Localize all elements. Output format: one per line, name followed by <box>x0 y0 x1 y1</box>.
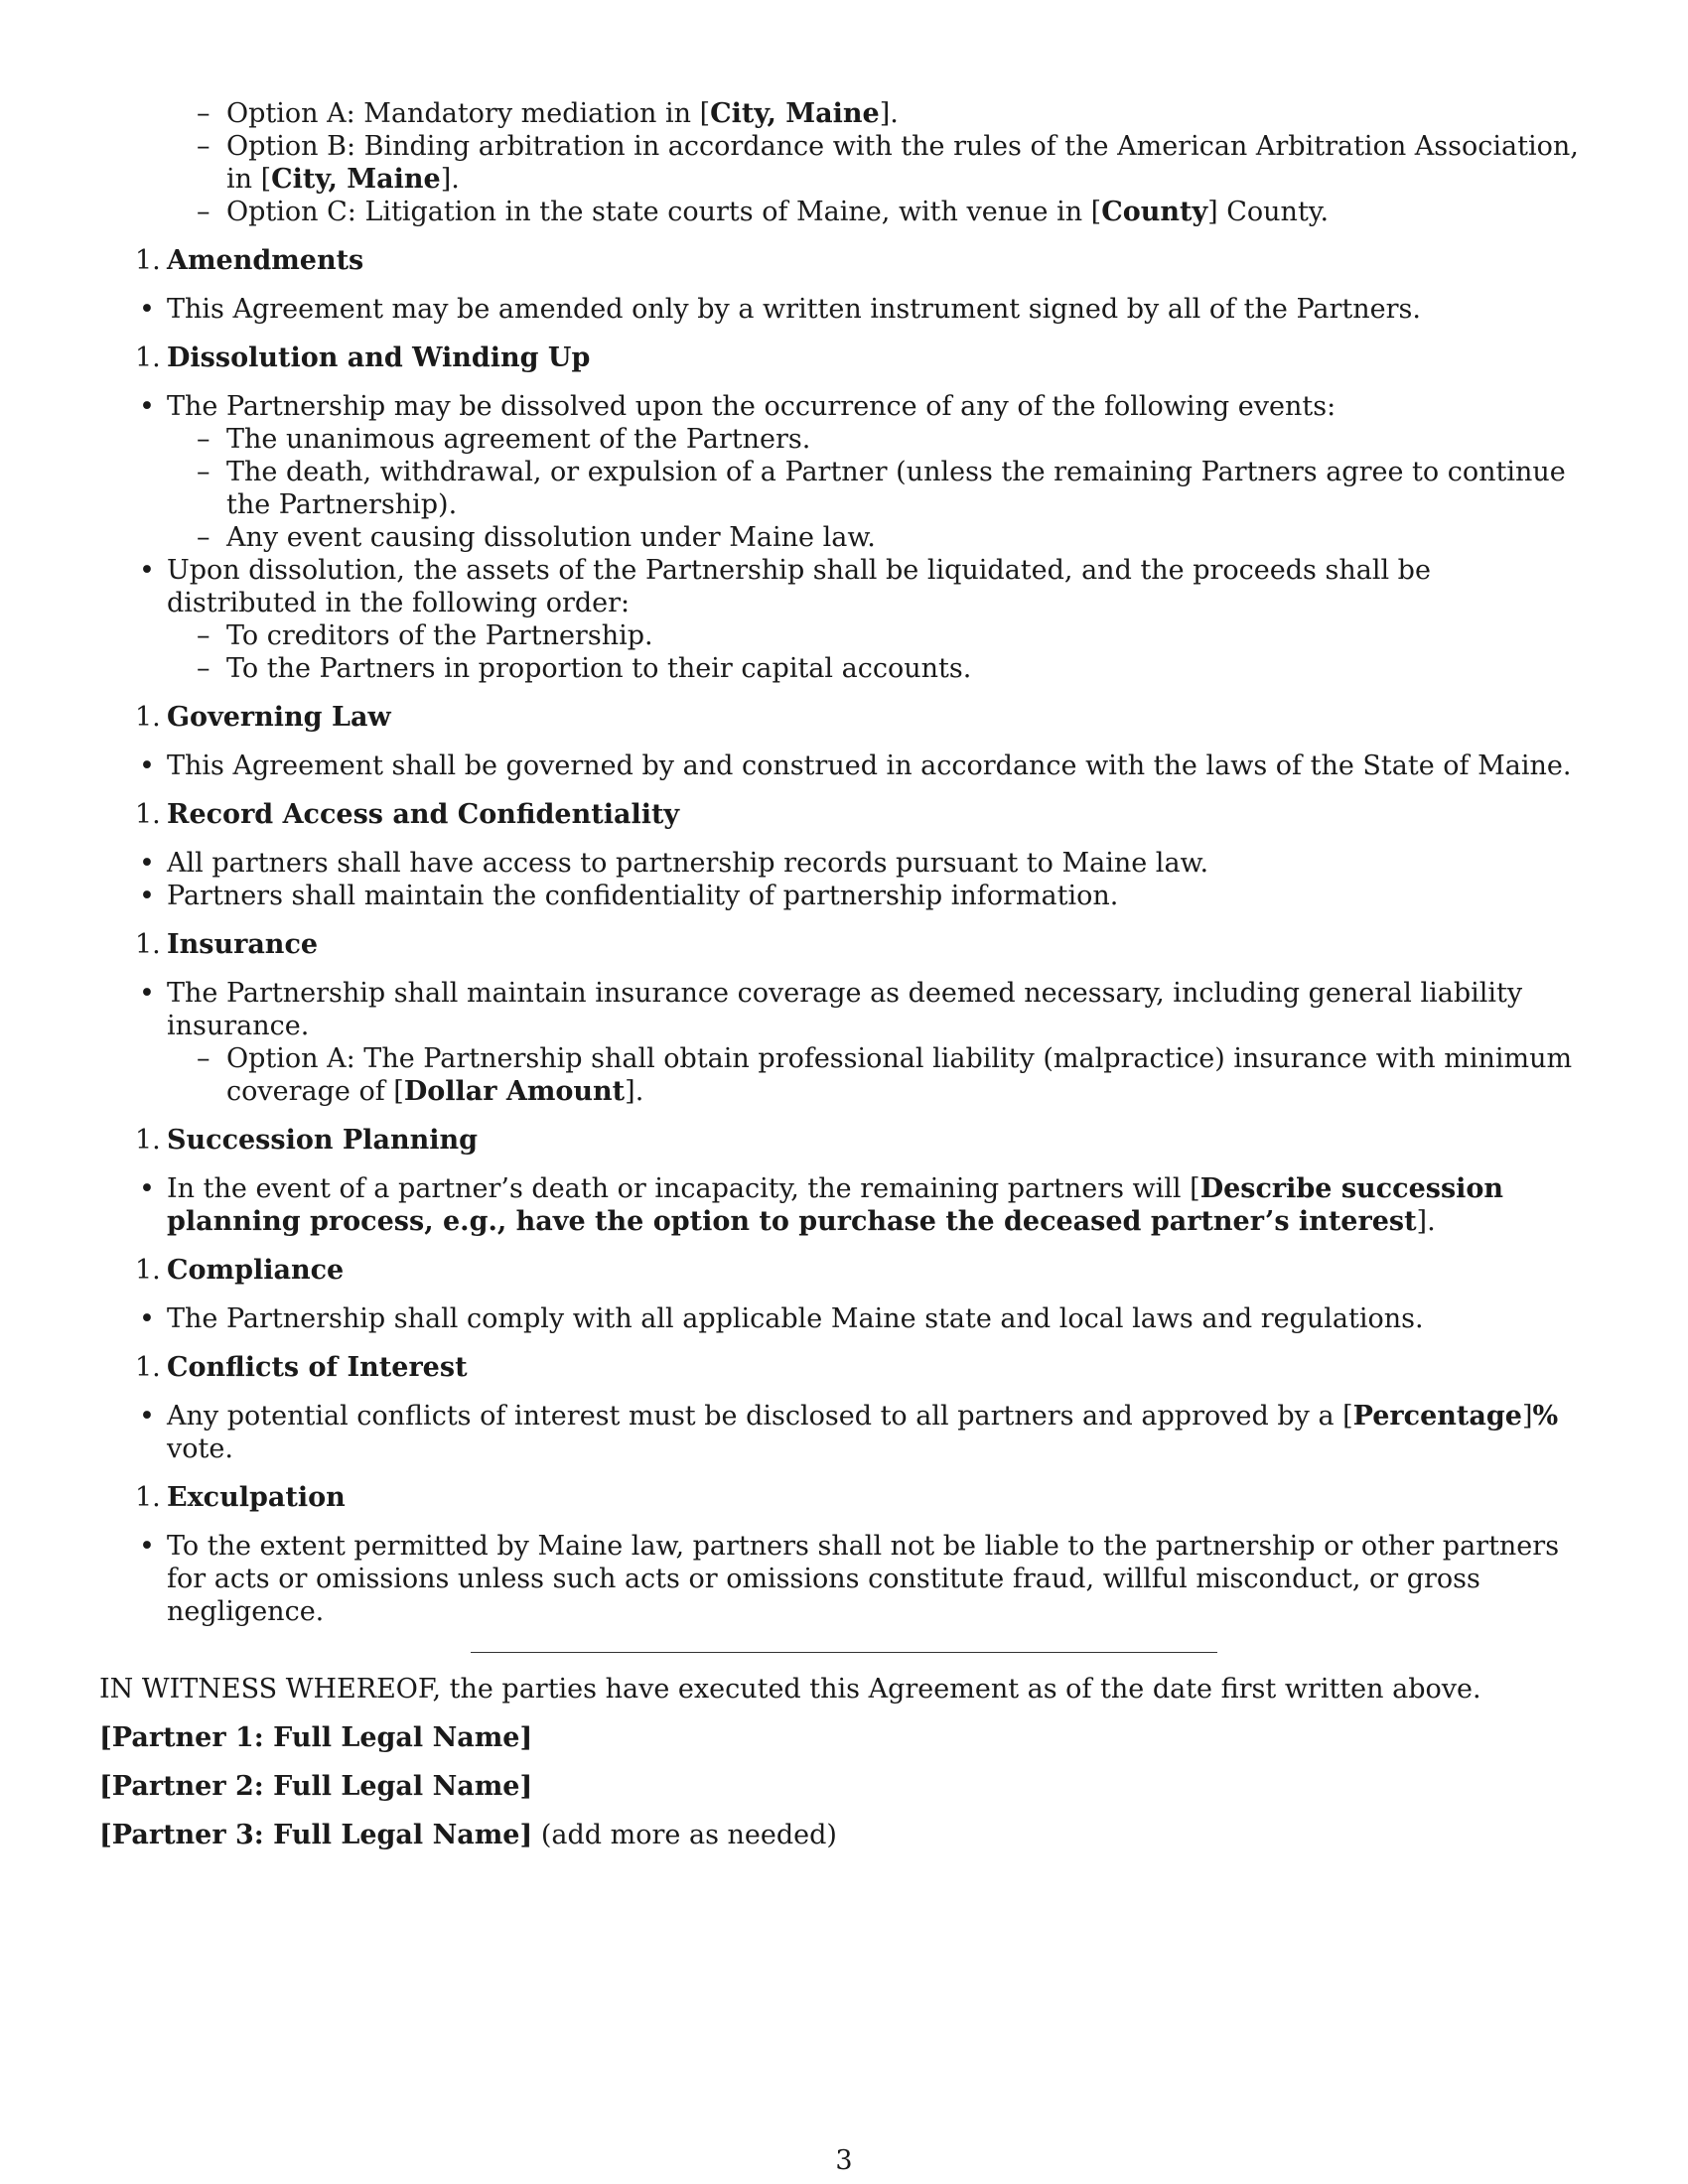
document-body <box>99 97 1589 1867</box>
conflicts-list <box>99 1400 1589 1465</box>
list-item: – Any event causing dissolution under Maine law. <box>197 522 876 553</box>
section-heading-exculpation: 1. Exculpation <box>135 1482 346 1513</box>
horizontal-divider <box>471 1652 1217 1653</box>
section-heading-governing-law: 1. Governing Law <box>135 702 391 733</box>
dispute-option-b: – Option B: Binding arbitration in accordance with the rules of the American Arbitration Association, in [City, Maine]. <box>197 131 1579 195</box>
list-item: • All partners shall have access to partnership records pursuant to Maine law. <box>139 848 1209 879</box>
distribution-order-list <box>167 619 1589 685</box>
section-heading-insurance: 1. Insurance <box>135 929 319 960</box>
exculpation-list <box>99 1530 1589 1628</box>
records-list <box>99 847 1589 912</box>
succession-list <box>99 1172 1589 1238</box>
signature-partner-1: [Partner 1: Full Legal Name] <box>99 1722 533 1753</box>
section-heading-dissolution: 1. Dissolution and Winding Up <box>135 342 591 373</box>
section-heading-conflicts: 1. Conflicts of Interest <box>135 1352 468 1383</box>
compliance-list <box>99 1302 1589 1335</box>
section-heading-succession: 1. Succession Planning <box>135 1125 478 1156</box>
list-item: – The unanimous agreement of the Partners. <box>197 424 811 455</box>
list-item: – To the Partners in proportion to their capital accounts. <box>197 653 972 684</box>
list-item: – To creditors of the Partnership. <box>197 620 653 651</box>
list-item: • The Partnership may be dissolved upon the occurrence of any of the following events: – The unanimous agreement of the Partners. – The death, withdrawal, or expulsion of a Partner (unless the remaining Partners agree to continue the Partnership). – Any event causing dissolution under Maine law. <box>99 390 1589 554</box>
governing-law-list <box>99 750 1589 782</box>
dispute-options-list <box>99 97 1589 228</box>
page-number: 3 <box>835 2145 853 2176</box>
dispute-option-c: – Option C: Litigation in the state courts of Maine, with venue in [County] County. <box>197 197 1330 227</box>
section-heading-compliance: 1. Compliance <box>135 1255 345 1286</box>
list-item: • This Agreement shall be governed by and construed in accordance with the laws of the State of Maine. <box>139 751 1572 781</box>
dissolution-events-list <box>167 423 1589 554</box>
insurance-list <box>99 977 1589 1108</box>
list-item: • The Partnership shall comply with all applicable Maine state and local laws and regulations. <box>139 1303 1424 1334</box>
list-item: • In the event of a partner’s death or incapacity, the remaining partners will [Describe succession planning process, e.g., have the option to purchase the deceased partner’s interest]. <box>139 1173 1504 1237</box>
list-item: • Partners shall maintain the confidentiality of partnership information. <box>139 881 1119 911</box>
signature-partner-3: [Partner 3: Full Legal Name] (add more as needed) <box>99 1820 837 1850</box>
list-item: • Upon dissolution, the assets of the Partnership shall be liquidated, and the proceeds shall be distributed in the following order: – To creditors of the Partnership. – To the Partners in proportion to their capital accounts. <box>99 554 1589 685</box>
dispute-option-a: – Option A: Mandatory mediation in [City, Maine]. <box>197 98 899 129</box>
list-item: • To the extent permitted by Maine law, partners shall not be liable to the partnership or other partners for acts or omissions unless such acts or omissions constitute fraud, willful misconduct, or gross negligence. <box>139 1531 1560 1627</box>
list-item: • The Partnership shall maintain insurance coverage as deemed necessary, including general liability insurance. – Option A: The Partnership shall obtain professional liability (malpractice) insurance with minimum coverage of [Dollar Amount]. <box>99 977 1589 1108</box>
amendments-list <box>99 293 1589 326</box>
dissolution-list <box>99 390 1589 685</box>
list-item: • This Agreement may be amended only by a written instrument signed by all of the Partners. <box>139 294 1421 325</box>
section-heading-records: 1. Record Access and Confidentiality <box>135 799 680 830</box>
signature-partner-2: [Partner 2: Full Legal Name] <box>99 1771 533 1802</box>
list-item: – Option A: The Partnership shall obtain professional liability (malpractice) insurance with minimum coverage of [Dollar Amount]. <box>197 1043 1573 1107</box>
section-heading-amendments: 1. Amendments <box>135 245 364 276</box>
insurance-options-list <box>167 1042 1589 1108</box>
list-item: • Any potential conflicts of interest must be disclosed to all partners and approved by a [Percentage]% vote. <box>139 1401 1559 1464</box>
list-item: – The death, withdrawal, or expulsion of a Partner (unless the remaining Partners agree to continue the Partnership). <box>197 457 1566 520</box>
witness-clause: IN WITNESS WHEREOF, the parties have executed this Agreement as of the date first written above. <box>99 1674 1481 1705</box>
